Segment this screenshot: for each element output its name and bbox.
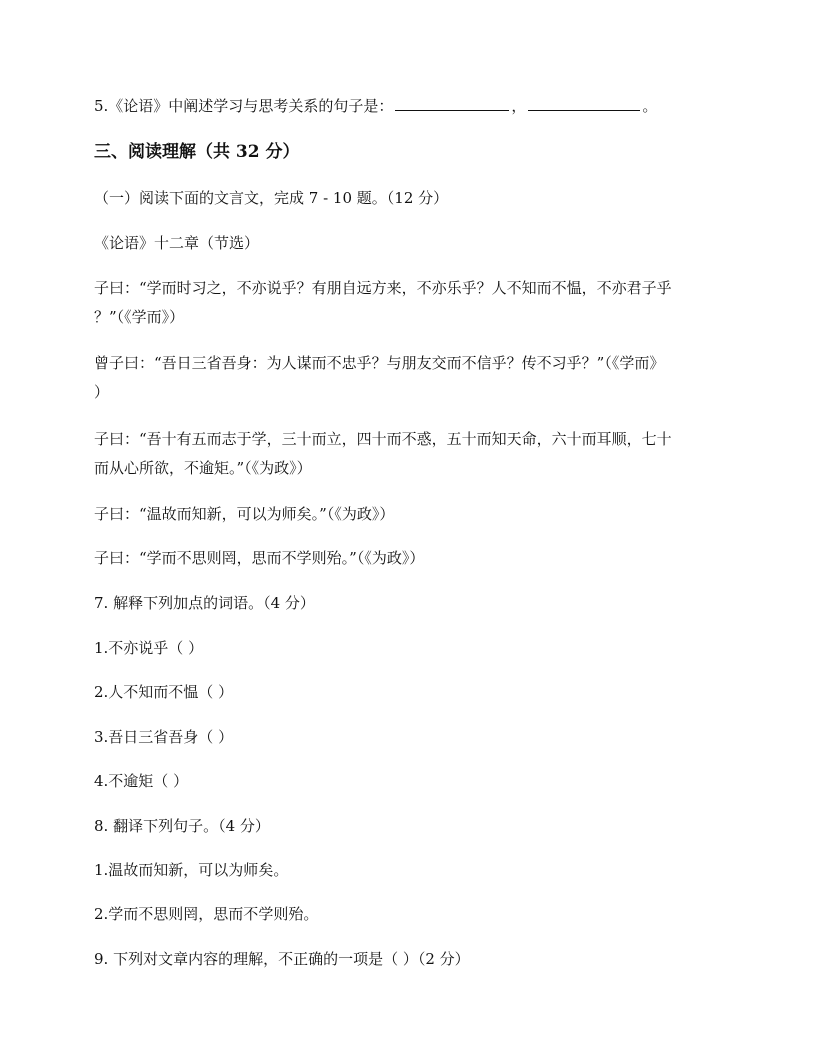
question-8-item-2: 2.学而不思则罔，思而不学则殆。 bbox=[94, 905, 319, 923]
question-5 bbox=[94, 96, 657, 116]
passage-para-1-line-2: ？”（《学而》） bbox=[94, 308, 185, 326]
question-5-text: 5.《论语》中阐述学习与思考关系的句子是： bbox=[94, 97, 394, 115]
question-7-item-4: 4.不逾矩（ ） bbox=[94, 772, 189, 790]
question-7-item-3: 3.吾日三省吾身（ ） bbox=[94, 728, 234, 746]
question-5-end: 。 bbox=[642, 97, 658, 115]
part-1-intro: （一）阅读下面的文言文，完成 7 - 10 题。（12 分） bbox=[94, 189, 449, 207]
passage-para-2-line-1: 曾子曰：“吾日三省吾身：为人谋而不忠乎？与朋友交而不信乎？传不习乎？”（《学而》 bbox=[94, 354, 665, 372]
passage-para-3-line-2: 而从心所欲，不逾矩。”（《为政》） bbox=[94, 459, 312, 477]
passage-para-1-line-1: 子曰：“学而时习之，不亦说乎？有朋自远方来，不亦乐乎？人不知而不愠，不亦君子乎 bbox=[94, 279, 672, 297]
question-8-item-1: 1.温故而知新，可以为师矣。 bbox=[94, 861, 289, 879]
question-8-prompt: 8. 翻译下列句子。（4 分） bbox=[94, 817, 270, 835]
passage-para-4: 子曰：“温故而知新，可以为师矣。”（《为政》） bbox=[94, 505, 395, 523]
answer-blank-1[interactable] bbox=[395, 96, 509, 111]
section-3-heading: 三、阅读理解（共 32 分） bbox=[94, 142, 300, 162]
passage-title: 《论语》十二章（节选） bbox=[94, 234, 260, 252]
answer-blank-2[interactable] bbox=[528, 96, 640, 111]
passage-para-5: 子曰：“学而不思则罔，思而不学则殆。”（《为政》） bbox=[94, 549, 425, 567]
passage-para-3-line-1: 子曰：“吾十有五而志于学，三十而立，四十而不惑，五十而知天命，六十而耳顺，七十 bbox=[94, 430, 672, 448]
passage-para-2-line-2: ） bbox=[94, 383, 110, 401]
question-7-prompt: 7. 解释下列加点的词语。（4 分） bbox=[94, 594, 315, 612]
question-9-prompt: 9. 下列对文章内容的理解，不正确的一项是（ ）（2 分） bbox=[94, 950, 470, 968]
question-7-item-1: 1.不亦说乎（ ） bbox=[94, 639, 204, 657]
question-7-item-2: 2.人不知而不愠（ ） bbox=[94, 683, 234, 701]
question-5-separator: ， bbox=[511, 97, 527, 115]
